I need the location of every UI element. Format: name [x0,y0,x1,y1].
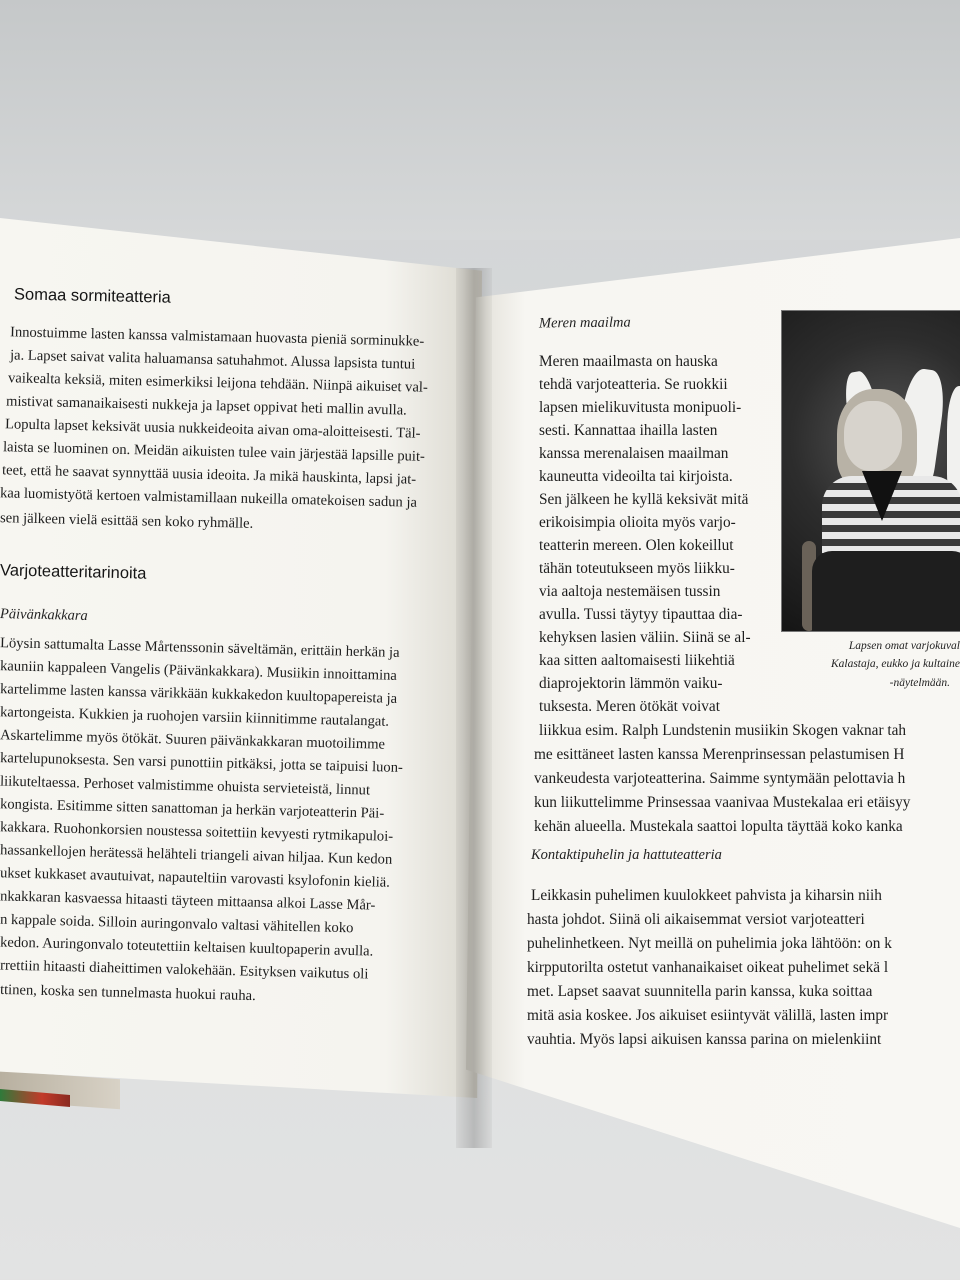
child-shadow-puppet-photo [781,310,960,632]
text-line: kedon. Auringonvalo toteutettiin keltaisen kuultopaperin avulla. [0,934,374,960]
text-line: hassankellojen herätessä helähteli triangeli aivan hiljaa. Kun kedon [0,842,393,868]
text-line: me esittäneet lasten kanssa Merenprinsessan pelastumisen H [534,746,905,763]
text-line: diaprojektorin lämmön vaiku- [539,675,723,692]
text-line: teatterin mereen. Olen kokeillut [539,537,734,554]
text-line: via aaltoja nestemäisen tussin [539,583,721,600]
child-overalls [812,551,960,631]
text-line: vaikealta keksiä, miten esimerkiksi leijona tehdään. Niinpä aikuiset val- [7,370,428,396]
text-line: tuksesta. Meren ötökät voivat [539,698,720,715]
text-line: kun liikuttelimme Prinsessaa vaanivaa Mustekalaa eri etäisyy [534,794,911,811]
text-line: kartelupunoksesta. Sen varsi punottiin pitkäksi, jotta se taipuisi luon- [0,750,404,776]
text-line: mistivat samanaikaisesti nukkeja ja lapset oppivat heti mallin avulla. [5,393,407,419]
text-line: kaa luomistyötä kertoen valmistamillaan nukeilla omatekoisen sadun ja [0,485,418,511]
text-line: laista se luominen on. Meidän aikuisten tulee vain järjestää lapsille puit- [2,439,426,465]
text-line: Lopulta lapset keksivät uusia nukkeideoita aivan oma-aloitteisesti. Täl- [4,416,421,442]
subheading-contact-phone: Kontaktipuhelin ja hattuteatteria [531,847,722,863]
text-line: kehyksen lasien väliin. Siinä se al- [539,629,751,646]
text-line: Meren maailmasta on hauska [539,353,718,370]
paper-puppet-figure [947,386,960,496]
text-line: hasta johdot. Siinä oli aikaisemmat versiot varjoteatteri [527,911,865,928]
text-line: puhelinhetkeen. Nyt meillä on puhelimia joka lähtöön: on k [527,935,892,952]
text-line: Askartelimme myös ötökät. Suuren päivänkakkaran muotoilimme [0,727,386,753]
text-line: avulla. Tussi täytyy tipauttaa dia- [539,606,743,623]
text-line: teet, että he saavat synnyttää uusia ideoita. Ja mikä hauskinta, lapsi jat- [1,462,417,488]
text-line: kartongeista. Kukkien ja ruohojen varsiin kiinnitimme rautalangat. [0,704,390,730]
text-line: sen jälkeen vielä esittää sen koko ryhmälle. [0,510,254,532]
text-line: kartelimme lasten kanssa värikkään kukkakedon kuultopapereista ja [0,681,398,707]
text-line: Löysin sattumalta Lasse Mårtenssonin säveltämän, erittäin herkän ja [0,635,400,661]
text-line: kakkara. Ruohonkorsien noustessa soitettiin kevyesti rytmikapuloi- [0,819,394,845]
text-line: met. Lapset saavat suunnitella parin kanssa, kuka soittaa [527,983,873,1000]
text-line: ja. Lapset saivat valita haluamansa satuhahmot. Alussa lapsista tuntui [9,347,416,373]
text-line: Sen jälkeen he kyllä keksivät mitä [539,491,749,508]
section-heading-finger-theater: Somaa sormiteatteria [13,285,172,307]
text-line: liikkua esim. Ralph Lundstenin musiikin Skogen vaknar tah [539,722,907,739]
text-line: kauneutta videoilta tai kirjoista. [539,468,733,485]
background-surface [0,0,960,240]
caption-line: Lapsen omat varjokuval [848,640,960,652]
child-face [844,401,902,471]
text-line: ukset kukkaset avautuivat, napauteltiin varovasti ksylofonin kieliä. [0,865,391,891]
text-line: tehdä varjoteatteria. Se ruokkii [539,376,728,393]
text-line: sesti. Kannattaa ihailla lasten [539,422,718,439]
section-heading-shadow-theater: Varjoteatteritarinoita [0,561,147,583]
text-line: liikuteltaessa. Perhoset valmistimme ohuista servieteistä, linnut [0,773,371,799]
book-gutter [456,268,492,1148]
text-line: rrettiin hitaasti diaheittimen valokehään. Esityksen vaikutus oli [0,957,369,983]
text-line: Leikkasin puhelimen kuulokkeet pahvista ja kiharsin niih [531,887,882,904]
subheading-daisy: Päivänkakkara [0,606,88,624]
subheading-sea-world: Meren maailma [538,314,631,332]
text-line: kongista. Esitimme sitten sanattoman ja herkän varjoteatterin Päi- [0,796,385,822]
text-line: kauniin kappaleen Vangelis (Päivänkakkara). Musiikin innoittamina [0,658,398,684]
text-line: erikoisimpia olioita myös varjo- [539,514,736,531]
text-line: kanssa merenalaisen maailman [539,445,729,462]
text-line: n kappale soida. Silloin auringonvalo valtasi vähitellen koko [0,911,354,937]
text-line: kaa sitten aaltomaisesti liikehtiä [539,652,735,669]
text-line: ttinen, koska sen tunnelmasta huokui rauha. [0,981,256,1005]
text-line: mitä asia koskee. Jos aikuiset esiintyvät välillä, lasten impr [527,1007,889,1024]
text-line: vauhtia. Myös lapsi aikuisen kanssa parina on mielenkiint [527,1031,882,1048]
text-line: Innostuimme lasten kanssa valmistamaan huovasta pieniä sorminukke- [9,324,425,350]
caption-line: -näytelmään. [889,677,950,689]
text-line: tähän toteutukseen myös liikku- [539,560,735,577]
caption-line: Kalastaja, eukko ja kultaine [830,658,960,670]
text-line: vankeudesta varjoteatterina. Saimme syntymään pelottavia h [534,770,906,787]
text-line: nkakkaran kasvaessa hitaasti täyteen mittaansa alkoi Lasse Mår- [0,888,376,914]
text-line: kehän alueella. Mustekala saattoi lopulta täyttää koko kanka [534,818,903,835]
text-line: kirpputorilta ostetut vanhanaikaiset oikeat puhelimet sekä l [527,959,889,976]
text-line: lapsen mielikuvitusta monipuoli- [539,399,742,416]
